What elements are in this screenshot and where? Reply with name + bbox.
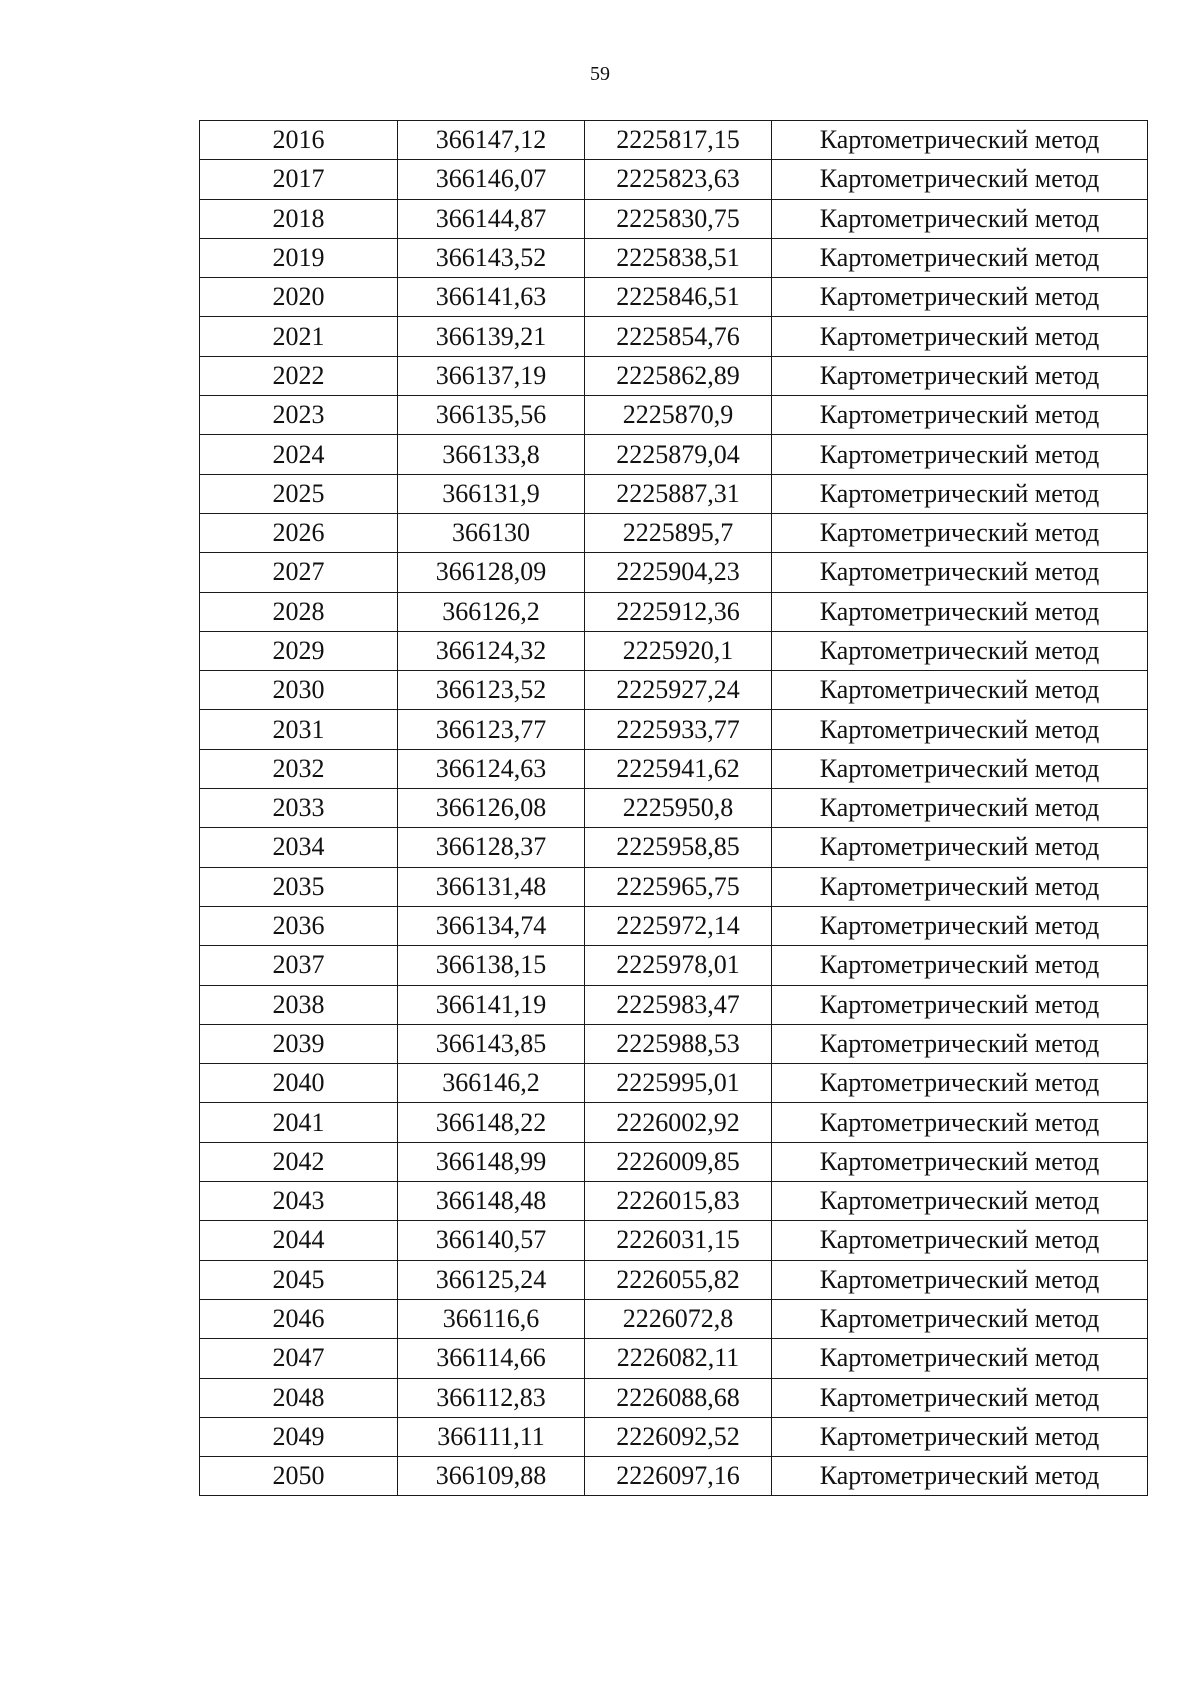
x-coordinate-cell: 366137,19 xyxy=(398,356,585,395)
point-number-cell: 2031 xyxy=(200,710,398,749)
point-number-cell: 2037 xyxy=(200,946,398,985)
x-coordinate-cell: 366139,21 xyxy=(398,317,585,356)
point-number-cell: 2019 xyxy=(200,238,398,277)
point-number-cell: 2022 xyxy=(200,356,398,395)
x-coordinate-cell: 366147,12 xyxy=(398,121,585,160)
table-row xyxy=(200,1182,1148,1221)
table-row xyxy=(200,435,1148,474)
y-coordinate-cell: 2225823,63 xyxy=(585,160,772,199)
method-cell: Картометрический метод xyxy=(772,1064,1148,1103)
x-coordinate-cell: 366126,2 xyxy=(398,592,585,631)
table-row xyxy=(200,867,1148,906)
table-row xyxy=(200,1457,1148,1496)
y-coordinate-cell: 2225941,62 xyxy=(585,749,772,788)
y-coordinate-cell: 2226088,68 xyxy=(585,1378,772,1417)
method-cell: Картометрический метод xyxy=(772,1457,1148,1496)
table-row xyxy=(200,1024,1148,1063)
method-cell: Картометрический метод xyxy=(772,906,1148,945)
method-cell: Картометрический метод xyxy=(772,631,1148,670)
y-coordinate-cell: 2225927,24 xyxy=(585,671,772,710)
y-coordinate-cell: 2225854,76 xyxy=(585,317,772,356)
method-cell: Картометрический метод xyxy=(772,238,1148,277)
coordinates-table xyxy=(199,120,1148,1496)
x-coordinate-cell: 366143,52 xyxy=(398,238,585,277)
method-cell: Картометрический метод xyxy=(772,828,1148,867)
x-coordinate-cell: 366112,83 xyxy=(398,1378,585,1417)
page-number: 59 xyxy=(590,63,610,85)
y-coordinate-cell: 2225879,04 xyxy=(585,435,772,474)
table-row xyxy=(200,160,1148,199)
point-number-cell: 2030 xyxy=(200,671,398,710)
method-cell: Картометрический метод xyxy=(772,1182,1148,1221)
table-row xyxy=(200,1299,1148,1338)
point-number-cell: 2048 xyxy=(200,1378,398,1417)
y-coordinate-cell: 2225978,01 xyxy=(585,946,772,985)
table-row xyxy=(200,121,1148,160)
method-cell: Картометрический метод xyxy=(772,553,1148,592)
y-coordinate-cell: 2226015,83 xyxy=(585,1182,772,1221)
point-number-cell: 2040 xyxy=(200,1064,398,1103)
x-coordinate-cell: 366148,48 xyxy=(398,1182,585,1221)
table-row xyxy=(200,278,1148,317)
table-row xyxy=(200,631,1148,670)
y-coordinate-cell: 2226082,11 xyxy=(585,1339,772,1378)
point-number-cell: 2025 xyxy=(200,474,398,513)
point-number-cell: 2028 xyxy=(200,592,398,631)
point-number-cell: 2047 xyxy=(200,1339,398,1378)
x-coordinate-cell: 366130 xyxy=(398,513,585,552)
x-coordinate-cell: 366143,85 xyxy=(398,1024,585,1063)
method-cell: Картометрический метод xyxy=(772,317,1148,356)
point-number-cell: 2036 xyxy=(200,906,398,945)
table-row xyxy=(200,1339,1148,1378)
table-row xyxy=(200,1378,1148,1417)
point-number-cell: 2016 xyxy=(200,121,398,160)
y-coordinate-cell: 2225817,15 xyxy=(585,121,772,160)
table-row xyxy=(200,710,1148,749)
y-coordinate-cell: 2225988,53 xyxy=(585,1024,772,1063)
table-row xyxy=(200,946,1148,985)
y-coordinate-cell: 2225895,7 xyxy=(585,513,772,552)
point-number-cell: 2049 xyxy=(200,1417,398,1456)
table-row xyxy=(200,1103,1148,1142)
point-number-cell: 2033 xyxy=(200,789,398,828)
x-coordinate-cell: 366114,66 xyxy=(398,1339,585,1378)
point-number-cell: 2046 xyxy=(200,1299,398,1338)
method-cell: Картометрический метод xyxy=(772,749,1148,788)
x-coordinate-cell: 366124,32 xyxy=(398,631,585,670)
table-row xyxy=(200,513,1148,552)
y-coordinate-cell: 2225958,85 xyxy=(585,828,772,867)
point-number-cell: 2038 xyxy=(200,985,398,1024)
table-row xyxy=(200,749,1148,788)
y-coordinate-cell: 2225933,77 xyxy=(585,710,772,749)
point-number-cell: 2018 xyxy=(200,199,398,238)
table-row xyxy=(200,1142,1148,1181)
y-coordinate-cell: 2226097,16 xyxy=(585,1457,772,1496)
point-number-cell: 2021 xyxy=(200,317,398,356)
y-coordinate-cell: 2225862,89 xyxy=(585,356,772,395)
x-coordinate-cell: 366141,19 xyxy=(398,985,585,1024)
y-coordinate-cell: 2226031,15 xyxy=(585,1221,772,1260)
method-cell: Картометрический метод xyxy=(772,789,1148,828)
point-number-cell: 2042 xyxy=(200,1142,398,1181)
x-coordinate-cell: 366135,56 xyxy=(398,396,585,435)
y-coordinate-cell: 2225950,8 xyxy=(585,789,772,828)
method-cell: Картометрический метод xyxy=(772,671,1148,710)
y-coordinate-cell: 2225870,9 xyxy=(585,396,772,435)
x-coordinate-cell: 366111,11 xyxy=(398,1417,585,1456)
method-cell: Картометрический метод xyxy=(772,1339,1148,1378)
point-number-cell: 2032 xyxy=(200,749,398,788)
point-number-cell: 2017 xyxy=(200,160,398,199)
y-coordinate-cell: 2225920,1 xyxy=(585,631,772,670)
method-cell: Картометрический метод xyxy=(772,1024,1148,1063)
y-coordinate-cell: 2225995,01 xyxy=(585,1064,772,1103)
point-number-cell: 2023 xyxy=(200,396,398,435)
method-cell: Картометрический метод xyxy=(772,1378,1148,1417)
y-coordinate-cell: 2226009,85 xyxy=(585,1142,772,1181)
table-row xyxy=(200,1064,1148,1103)
x-coordinate-cell: 366131,9 xyxy=(398,474,585,513)
y-coordinate-cell: 2225887,31 xyxy=(585,474,772,513)
x-coordinate-cell: 366148,99 xyxy=(398,1142,585,1181)
method-cell: Картометрический метод xyxy=(772,1260,1148,1299)
method-cell: Картометрический метод xyxy=(772,946,1148,985)
method-cell: Картометрический метод xyxy=(772,1103,1148,1142)
table-row xyxy=(200,1221,1148,1260)
table-row xyxy=(200,474,1148,513)
table-row xyxy=(200,985,1148,1024)
point-number-cell: 2045 xyxy=(200,1260,398,1299)
y-coordinate-cell: 2225838,51 xyxy=(585,238,772,277)
y-coordinate-cell: 2225972,14 xyxy=(585,906,772,945)
table-row xyxy=(200,396,1148,435)
method-cell: Картометрический метод xyxy=(772,592,1148,631)
method-cell: Картометрический метод xyxy=(772,356,1148,395)
x-coordinate-cell: 366124,63 xyxy=(398,749,585,788)
table-row xyxy=(200,1417,1148,1456)
point-number-cell: 2039 xyxy=(200,1024,398,1063)
table-row xyxy=(200,1260,1148,1299)
table-row xyxy=(200,238,1148,277)
y-coordinate-cell: 2225830,75 xyxy=(585,199,772,238)
method-cell: Картометрический метод xyxy=(772,160,1148,199)
point-number-cell: 2026 xyxy=(200,513,398,552)
method-cell: Картометрический метод xyxy=(772,1221,1148,1260)
y-coordinate-cell: 2225912,36 xyxy=(585,592,772,631)
point-number-cell: 2043 xyxy=(200,1182,398,1221)
method-cell: Картометрический метод xyxy=(772,710,1148,749)
table-row xyxy=(200,906,1148,945)
point-number-cell: 2024 xyxy=(200,435,398,474)
table-row xyxy=(200,828,1148,867)
point-number-cell: 2020 xyxy=(200,278,398,317)
method-cell: Картометрический метод xyxy=(772,474,1148,513)
y-coordinate-cell: 2225965,75 xyxy=(585,867,772,906)
method-cell: Картометрический метод xyxy=(772,396,1148,435)
table-row xyxy=(200,356,1148,395)
point-number-cell: 2050 xyxy=(200,1457,398,1496)
table-row xyxy=(200,671,1148,710)
y-coordinate-cell: 2226055,82 xyxy=(585,1260,772,1299)
table-row xyxy=(200,199,1148,238)
table-row xyxy=(200,592,1148,631)
x-coordinate-cell: 366148,22 xyxy=(398,1103,585,1142)
x-coordinate-cell: 366126,08 xyxy=(398,789,585,828)
y-coordinate-cell: 2226002,92 xyxy=(585,1103,772,1142)
y-coordinate-cell: 2225983,47 xyxy=(585,985,772,1024)
method-cell: Картометрический метод xyxy=(772,1417,1148,1456)
x-coordinate-cell: 366116,6 xyxy=(398,1299,585,1338)
method-cell: Картометрический метод xyxy=(772,278,1148,317)
x-coordinate-cell: 366146,2 xyxy=(398,1064,585,1103)
table-row xyxy=(200,553,1148,592)
method-cell: Картометрический метод xyxy=(772,199,1148,238)
x-coordinate-cell: 366133,8 xyxy=(398,435,585,474)
y-coordinate-cell: 2226092,52 xyxy=(585,1417,772,1456)
x-coordinate-cell: 366128,09 xyxy=(398,553,585,592)
point-number-cell: 2044 xyxy=(200,1221,398,1260)
coordinates-table-body xyxy=(200,121,1148,1496)
point-number-cell: 2041 xyxy=(200,1103,398,1142)
x-coordinate-cell: 366131,48 xyxy=(398,867,585,906)
y-coordinate-cell: 2226072,8 xyxy=(585,1299,772,1338)
x-coordinate-cell: 366123,52 xyxy=(398,671,585,710)
x-coordinate-cell: 366140,57 xyxy=(398,1221,585,1260)
table-row xyxy=(200,789,1148,828)
x-coordinate-cell: 366141,63 xyxy=(398,278,585,317)
method-cell: Картометрический метод xyxy=(772,1142,1148,1181)
x-coordinate-cell: 366128,37 xyxy=(398,828,585,867)
method-cell: Картометрический метод xyxy=(772,985,1148,1024)
point-number-cell: 2027 xyxy=(200,553,398,592)
x-coordinate-cell: 366123,77 xyxy=(398,710,585,749)
point-number-cell: 2035 xyxy=(200,867,398,906)
x-coordinate-cell: 366146,07 xyxy=(398,160,585,199)
method-cell: Картометрический метод xyxy=(772,435,1148,474)
method-cell: Картометрический метод xyxy=(772,121,1148,160)
point-number-cell: 2034 xyxy=(200,828,398,867)
method-cell: Картометрический метод xyxy=(772,513,1148,552)
x-coordinate-cell: 366125,24 xyxy=(398,1260,585,1299)
x-coordinate-cell: 366138,15 xyxy=(398,946,585,985)
y-coordinate-cell: 2225846,51 xyxy=(585,278,772,317)
x-coordinate-cell: 366134,74 xyxy=(398,906,585,945)
x-coordinate-cell: 366109,88 xyxy=(398,1457,585,1496)
point-number-cell: 2029 xyxy=(200,631,398,670)
method-cell: Картометрический метод xyxy=(772,867,1148,906)
y-coordinate-cell: 2225904,23 xyxy=(585,553,772,592)
method-cell: Картометрический метод xyxy=(772,1299,1148,1338)
x-coordinate-cell: 366144,87 xyxy=(398,199,585,238)
table-row xyxy=(200,317,1148,356)
